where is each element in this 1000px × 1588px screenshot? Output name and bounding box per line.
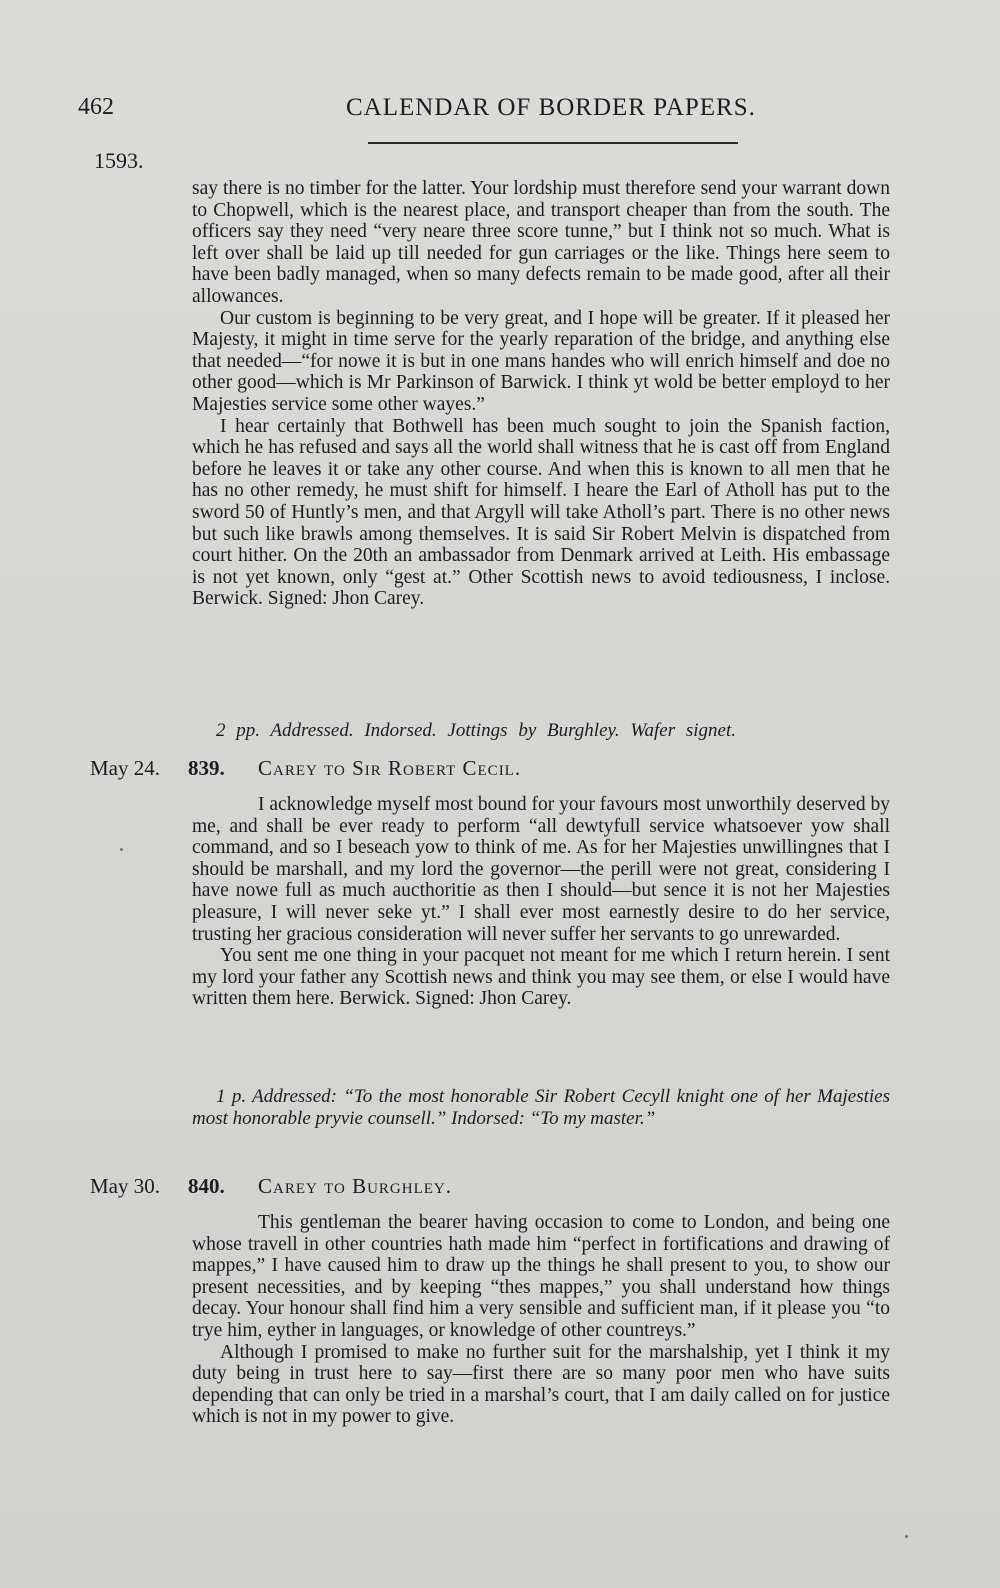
header-rule <box>368 142 738 144</box>
entry-title: Carey to Burghley. <box>258 1174 452 1198</box>
paragraph: I hear certainly that Bothwell has been much sought to join the Spanish faction, which he has refused and says all the world shall witness that he is cast off from England before he leaves it or take any other course. And when this is known to all men that he has no other remedy, he must shift for himself. I heare the Earl of Atholl has put to the sword 50 of Huntly’s men, and that Argyll will take Atholl’s part. There is no other news but such like brawls among themselves. It is said Sir Robert Melvin is dispatched from court hither. On the 20th an ambassador from Denmark arrived at Leith. His embassage is not yet known, only “gest at.” Other Scottish news to avoid tediousness, I inclose. Berwick. Signed: Jhon Carey. <box>192 415 890 610</box>
paper-speck <box>120 848 123 851</box>
entry-number: 840. <box>188 1174 225 1198</box>
page-header <box>78 94 768 134</box>
page-number: 462 <box>78 94 114 120</box>
paragraph: Although I promised to make no further suit for the marshalship, yet I think it my duty being in trust here to say—first there are so many poor men who have suits depending that can only be tried in a marshal’s court, that I am daily called on for justice which is not in my power to give. <box>192 1341 890 1428</box>
document-note: 2 pp. Addressed. Indorsed. Jottings by Burghley. Wafer signet. <box>216 720 736 741</box>
year-marker: 1593. <box>94 148 144 173</box>
running-title: CALENDAR OF BORDER PAPERS. <box>346 94 756 121</box>
document-note: 1 p. Addressed: “To the most honorable Sir Robert Cecyll knight one of her Majesties most honorable pryvie counsell.” Indorsed: “To my master.” <box>192 1086 890 1129</box>
paragraph: say there is no timber for the latter. Your lordship must therefore send your warrant down to Chopwell, which is the nearest place, and transport cheaper than from the south. The officers say they need “very neare three score tunne,” but I think not so much. What is left over shall be laid up till needed for gun carriages or the like. Things here seem to have been badly managed, when so many defects remain to be made good, after all their allowances. <box>192 178 890 307</box>
letter-840 <box>192 1212 890 1428</box>
paragraph: You sent me one thing in your pacquet not meant for me which I return herein. I sent my lord your father any Scottish news and think you may see them, or else I would have written them here. Berwick. Signed: Jhon Carey. <box>192 945 890 1010</box>
paragraph: This gentleman the bearer having occasion to come to London, and being one whose travell in other countries hath made him “perfect in fortifications and drawing of mappes,” I have caused him to draw up the things he shall present to you, to show our present necessities, and by keeping “thes mappes,” you shall understand how things decay. Your honour shall find him a very sensible and sufficient man, if it please you “to trye him, eyther in languages, or knowledge of other countreys.” <box>192 1212 890 1341</box>
entry-title: Carey to Sir Robert Cecil. <box>258 756 522 780</box>
paper-speck <box>905 1535 908 1538</box>
entry-number: 839. <box>188 756 225 780</box>
entry-date: May 24. <box>90 756 160 780</box>
continued-letter <box>192 178 890 610</box>
entry-date: May 30. <box>90 1174 160 1198</box>
letter-839 <box>192 794 890 1010</box>
paragraph: Our custom is beginning to be very great, and I hope will be greater. If it pleased her Majesty, it might in time serve for the yearly reparation of the bridge, and anything else that needed—“for nowe it is but in one mans handes who will enrich himself and doe no other good—which is Mr Parkinson of Barwick. I think yt wold be better employd to her Majesties service some other wayes.” <box>192 307 890 415</box>
paragraph: I acknowledge myself most bound for your favours most unworthily deserved by me, and shall be ever ready to perform “all dewtyfull service whatsoever yow shall command, and so I beseach yow to think of me. As for her Majesties unwillingnes that I should be marshall, and my lord the governor—the perill were not great, considering I have nowe full as much aucthoritie as then I should—but sence it is not her Majesties pleasure, I will never seke yt.” I shall ever most earnestly desire to do her service, trusting her gracious consideration will never suffer her servants to go unrewarded. <box>192 794 890 945</box>
